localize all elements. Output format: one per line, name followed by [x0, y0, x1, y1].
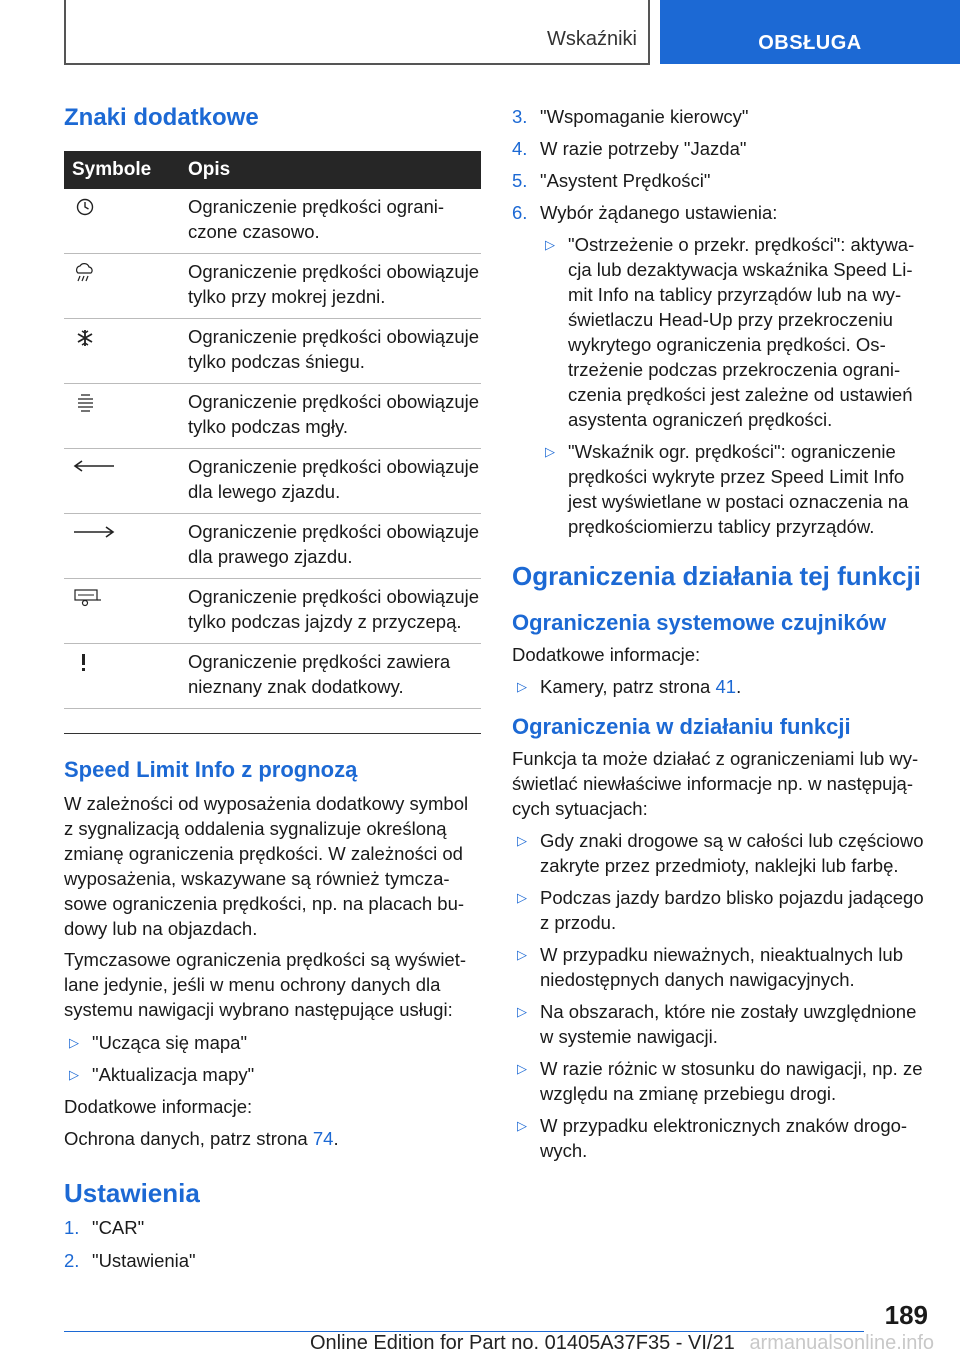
- watermark: armanualsonline.info: [749, 1332, 934, 1354]
- header-bottom-rule: [64, 63, 650, 65]
- right-arrow-icon: [72, 522, 116, 544]
- list-item-text: Podczas jazdy bardzo blisko pojazdu jadącego z przodu.: [540, 887, 924, 933]
- list-item-text: Na obszarach, które nie zostały uwzględnione w systemie nawigacji.: [540, 1001, 917, 1047]
- sensors-title: Ograniczenia systemowe czujników: [512, 610, 887, 635]
- forecast-paragraph-2: Tymczasowe ograniczenia prędkości są wyświetlane jedynie, jeśli w menu ochrony danych dla systemu nawigacji wybrano następujące usługi:: [64, 949, 467, 1020]
- step-number: 3.: [512, 106, 528, 127]
- privacy-reference-text: Ochrona danych, patrz strona: [64, 1128, 308, 1149]
- section-title-additional-signs: Znaki dodatkowe: [64, 104, 259, 131]
- numbered-step: [512, 168, 928, 193]
- step-text: Wybór żądanego ustawienia:: [540, 202, 778, 223]
- triangle-bullet-icon: ▷: [517, 1004, 527, 1019]
- step-text: W razie potrzeby "Jazda": [540, 138, 747, 159]
- privacy-page-link[interactable]: 74: [312, 1128, 334, 1149]
- privacy-reference-end: .: [333, 1128, 339, 1149]
- numbered-step: [64, 1215, 481, 1240]
- triangle-bullet-icon: ▷: [517, 1061, 527, 1076]
- list-item: [512, 1056, 928, 1106]
- step-number: 4.: [512, 138, 528, 159]
- page-number: 189: [884, 1300, 928, 1330]
- table-row: [64, 189, 481, 254]
- table-cell-description: Ograniczenie prędkości obowiązuje tylko podczas śniegu.: [188, 326, 480, 372]
- table-row: [64, 384, 481, 449]
- settings-section: [64, 1178, 481, 1273]
- more-info-label: Dodatkowe informacje:: [64, 1096, 253, 1117]
- limits-title: Ograniczenia działania tej funkcji: [512, 561, 921, 591]
- table-cell-description: Ograniczenie prędkości ograniczone czasowo.: [188, 196, 445, 242]
- clock-icon: [72, 197, 98, 219]
- table-row: [64, 319, 481, 384]
- function-limits-intro: Funkcja ta może działać z ograniczeniami lub wyświetlać niewłaściwe informacje np. w następujących sytuacjach:: [512, 748, 919, 819]
- table-cell-description: Ograniczenie prędkości obowiązuje tylko podczas jajzdy z przyczepą.: [188, 586, 480, 632]
- step-text: "Ustawienia": [92, 1250, 196, 1271]
- list-item: [64, 1062, 481, 1087]
- footer-edition: Online Edition for Part no. 01405A37F35 - VI/21: [310, 1332, 735, 1354]
- table-row: [64, 514, 481, 579]
- list-item: [540, 232, 928, 432]
- privacy-reference: [64, 1126, 481, 1151]
- numbered-step: [512, 200, 928, 225]
- list-item-text: Gdy znaki drogowe są w całości lub częściowo zakryte przez przedmioty, naklejki lub farbę.: [540, 830, 924, 876]
- list-item: [64, 1030, 481, 1055]
- additional-signs-table: [64, 151, 481, 709]
- triangle-bullet-icon: ▷: [69, 1035, 79, 1050]
- table-cell-description: Ograniczenie prędkości obowiązuje tylko przy mokrej jezdni.: [188, 261, 480, 307]
- left-arrow-icon: [72, 457, 116, 479]
- forecast-paragraph-1: W zależności od wyposażenia dodatkowy symbol z sygnalizacją oddalenia sygnalizuje określoną zmianę ograniczenia prędkości. W zależności od wyposażenia, wskazywane są również tymczasowe ograniczenia prędkości, np. na placach budowy lub na objazdach.: [64, 793, 469, 939]
- list-item: [512, 885, 928, 935]
- list-item: [512, 1113, 928, 1163]
- table-header: [64, 151, 481, 189]
- column-header-description: Opis: [188, 159, 231, 180]
- list-item: [512, 674, 928, 699]
- header-chapter-label: OBSŁUGA: [758, 31, 862, 54]
- section-divider: [64, 733, 481, 734]
- triangle-bullet-icon: ▷: [517, 947, 527, 962]
- camera-reference-text: Kamery, patrz strona: [540, 676, 711, 697]
- trailer-icon: [72, 587, 102, 609]
- triangle-bullet-icon: ▷: [545, 237, 555, 252]
- table-row: [64, 449, 481, 514]
- list-item: [512, 999, 928, 1049]
- fog-icon: [72, 392, 98, 414]
- list-item-text: "Aktualizacja mapy": [92, 1064, 255, 1085]
- triangle-bullet-icon: ▷: [517, 679, 527, 694]
- header-divider: [648, 0, 650, 64]
- list-item-text: "Ostrzeżenie o przekr. prędkości": aktywacja lub dezaktywacja wskaźnika Speed Limit Info na tablicy przyrządów lub na wyświetlaczu Head-Up przy przekroczeniu wykrytego ograniczenia prędkości. Ostrzeżenie podczas przekroczenia ograniczenia prędkości jest zależne od ustawień asystenta ograniczeń prędkości.: [568, 234, 915, 430]
- list-item: [540, 439, 928, 539]
- forecast-title: Speed Limit Info z prognozą: [64, 757, 358, 782]
- sensors-more-info: Dodatkowe informacje:: [512, 644, 701, 665]
- list-item-text: W przypadku nieważnych, nieaktualnych lub niedostępnych danych nawigacyjnych.: [540, 944, 903, 990]
- triangle-bullet-icon: ▷: [517, 890, 527, 905]
- forecast-section: [64, 757, 481, 1151]
- step-number: 5.: [512, 170, 528, 191]
- step-number: 2.: [64, 1250, 80, 1271]
- right-column: [512, 104, 928, 1163]
- column-header-symbol: Symbole: [72, 159, 152, 180]
- header-section-title: Wskaźniki: [546, 28, 637, 50]
- step-text: "Wspomaganie kierowcy": [540, 106, 749, 127]
- list-item-text: "Ucząca się mapa": [92, 1032, 248, 1053]
- triangle-bullet-icon: ▷: [517, 833, 527, 848]
- table-row: [64, 254, 481, 319]
- exclamation-icon: [72, 652, 98, 674]
- header-chapter-tab[interactable]: [660, 0, 960, 64]
- list-item-text: W razie różnic w stosunku do nawigacji, np. ze względu na zmianę przebiegu drogi.: [540, 1058, 923, 1104]
- list-item-text: [540, 674, 741, 699]
- list-item: [512, 828, 928, 878]
- snowflake-icon: [72, 327, 98, 349]
- table-row: [64, 644, 481, 709]
- function-limits-title: Ograniczenia w działaniu funkcji: [512, 714, 851, 739]
- camera-page-link[interactable]: 41: [715, 676, 737, 697]
- step-number: 1.: [64, 1217, 80, 1238]
- numbered-step: [64, 1248, 481, 1273]
- table-cell-description: Ograniczenie prędkości zawiera nieznany znak dodatkowy.: [188, 651, 451, 697]
- triangle-bullet-icon: ▷: [545, 444, 555, 459]
- step-number: 6.: [512, 202, 528, 223]
- header-left-rule: [64, 0, 66, 64]
- list-item: [512, 942, 928, 992]
- step-text: "Asystent Prędkości": [540, 170, 711, 191]
- numbered-step: [512, 104, 928, 129]
- list-item-text: "Wskaźnik ogr. prędkości": ograniczenie prędkości wykryte przez Speed Limit Info jest wyświetlane w postaci oznaczenia na prędkościomierzu tablicy przyrządów.: [568, 441, 909, 537]
- table-cell-description: Ograniczenie prędkości obowiązuje tylko podczas mgły.: [188, 391, 480, 437]
- table-cell-description: Ograniczenie prędkości obowiązuje dla lewego zjazdu.: [188, 456, 480, 502]
- camera-reference-end: .: [736, 676, 742, 697]
- settings-title: Ustawienia: [64, 1178, 200, 1208]
- table-row: [64, 579, 481, 644]
- triangle-bullet-icon: ▷: [69, 1067, 79, 1082]
- list-item-text: W przypadku elektronicznych znaków drogowych.: [540, 1115, 908, 1161]
- numbered-step: [512, 136, 928, 161]
- triangle-bullet-icon: ▷: [517, 1118, 527, 1133]
- rain-cloud-icon: [72, 262, 98, 284]
- step-text: "CAR": [92, 1217, 145, 1238]
- table-cell-description: Ograniczenie prędkości obowiązuje dla prawego zjazdu.: [188, 521, 480, 567]
